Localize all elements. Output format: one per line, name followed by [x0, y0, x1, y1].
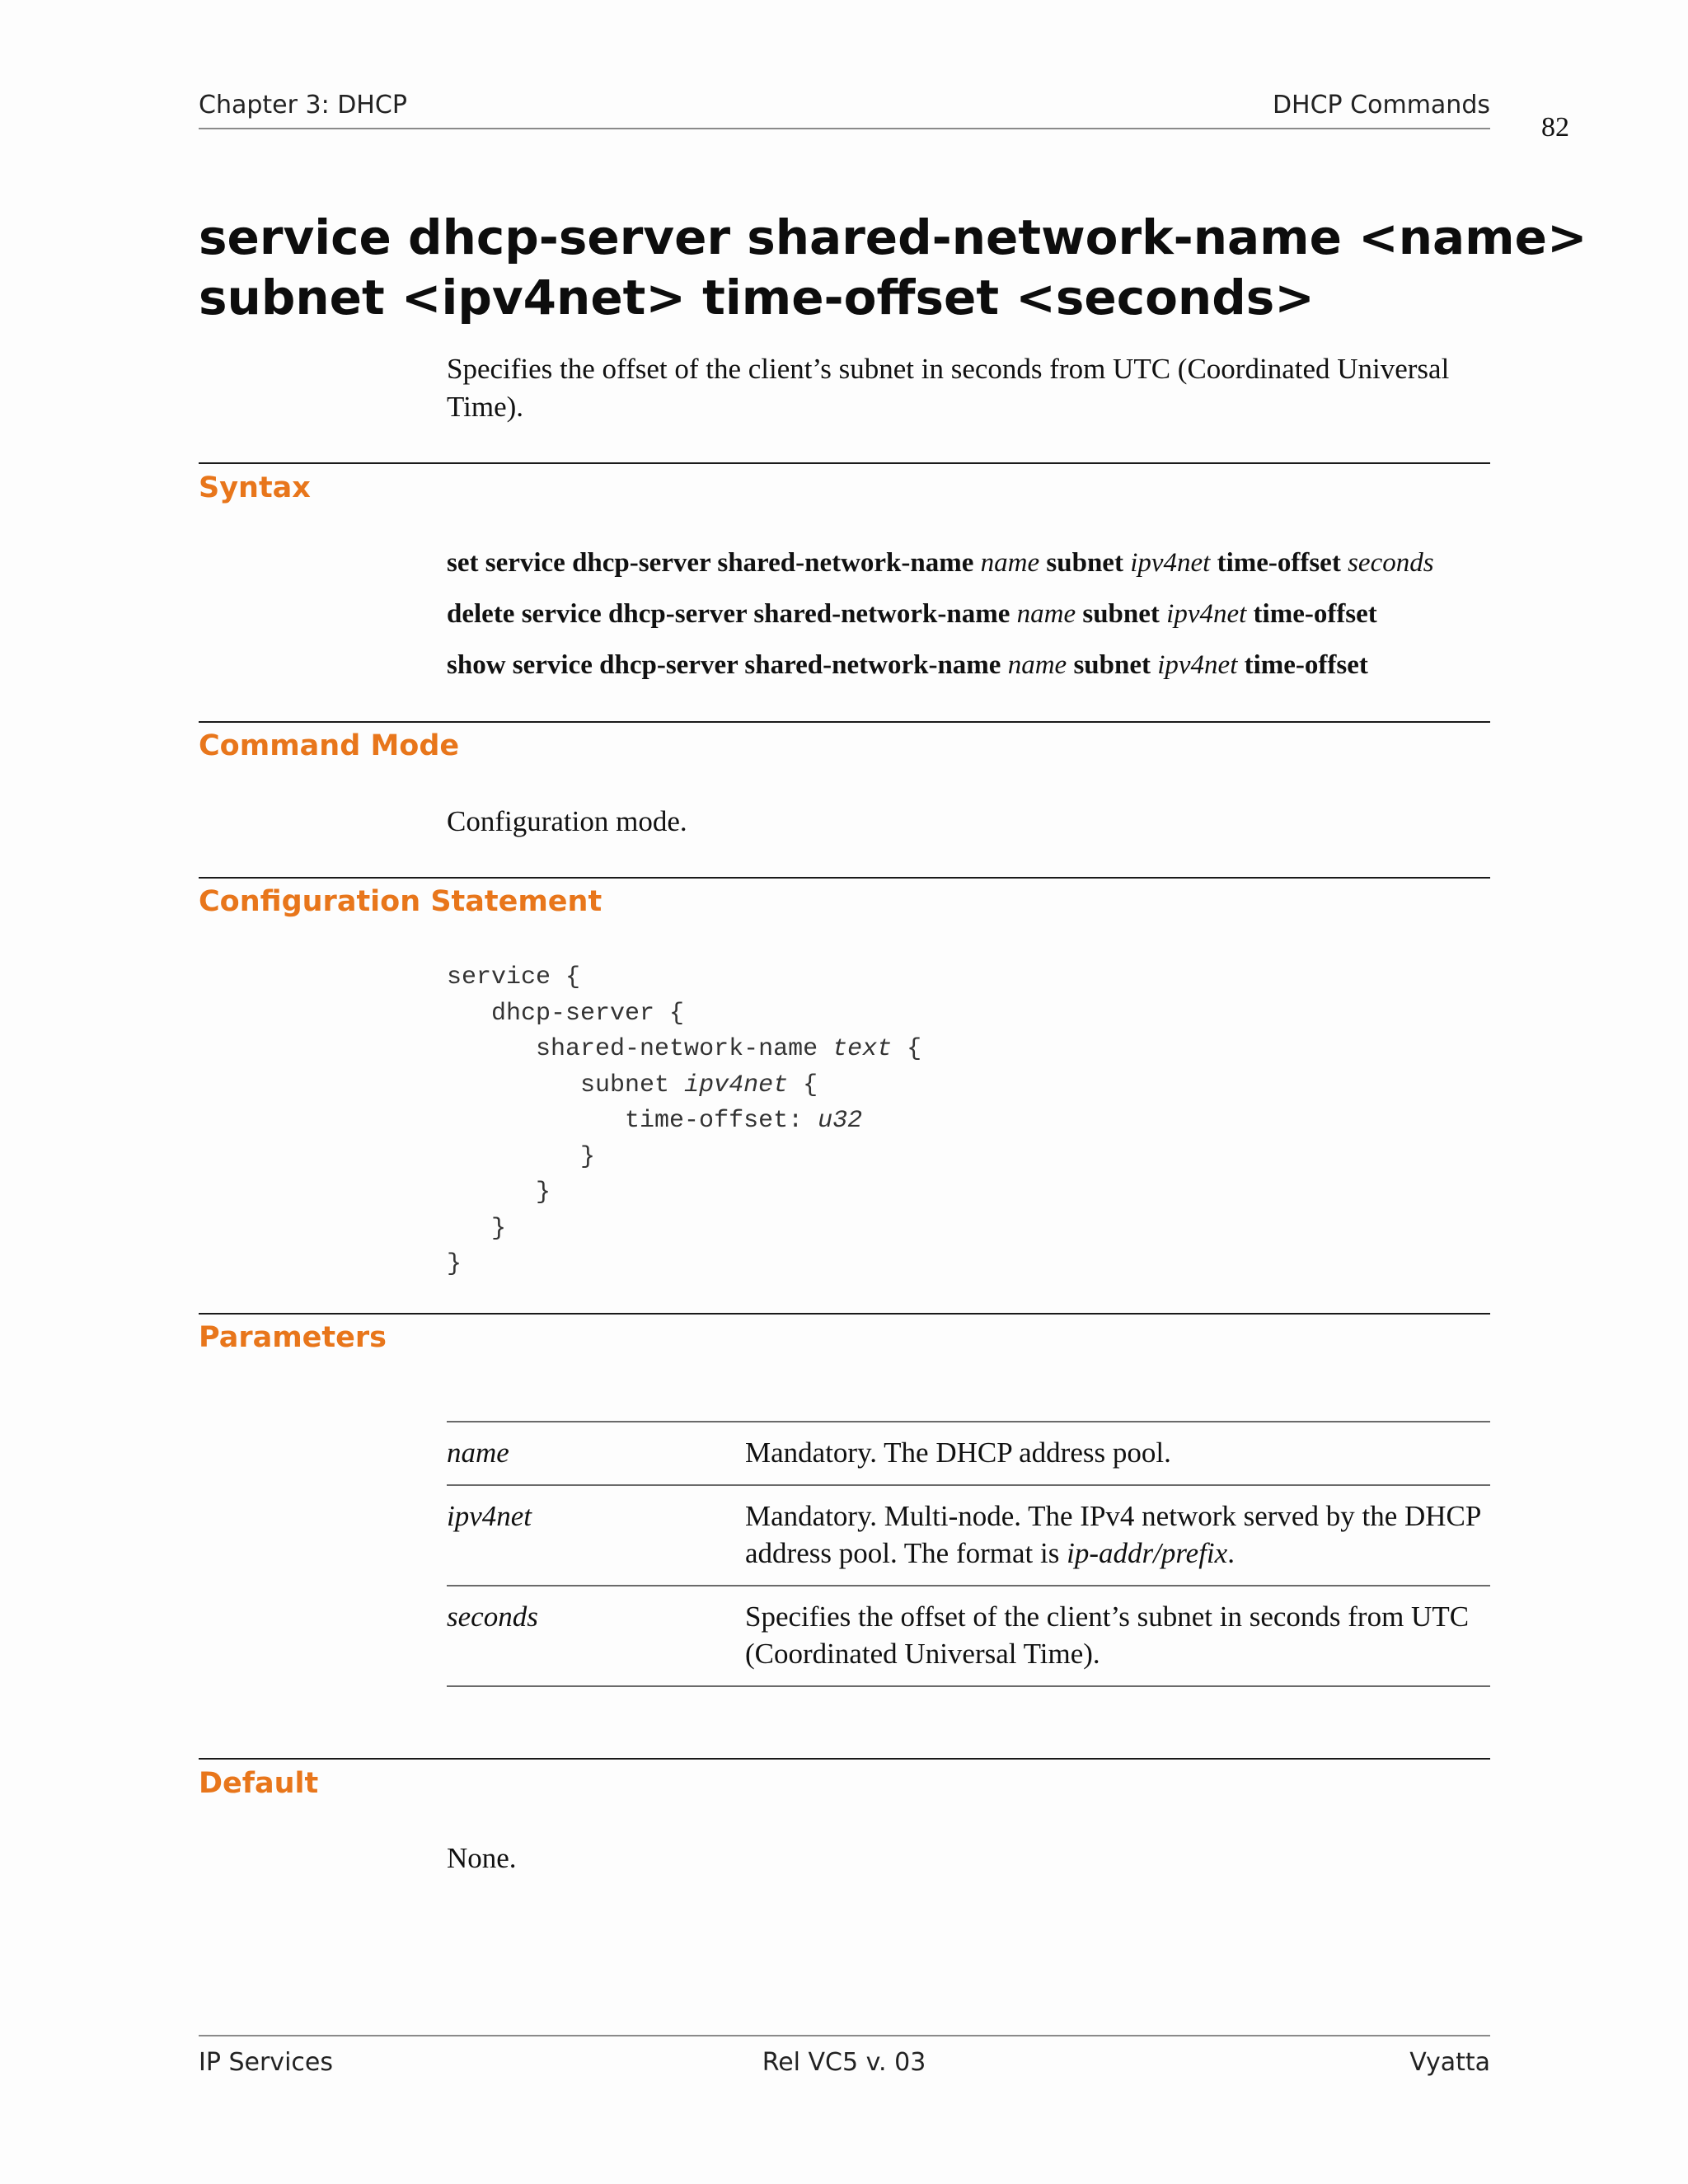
header-rule [199, 128, 1490, 129]
code-close-1: } [447, 1250, 462, 1278]
param-desc: Mandatory. The DHCP address pool. [745, 1422, 1490, 1485]
default-rule [199, 1758, 1490, 1760]
default-heading: Default [199, 1767, 319, 1800]
syntax-show-name: name [1007, 650, 1067, 680]
config-statement-heading: Configuration Statement [199, 885, 603, 918]
header-section: DHCP Commands [1272, 91, 1490, 120]
syntax-rule [199, 462, 1490, 464]
page-title-line-2: subnet <ipv4net> time-offset <seconds> [199, 269, 1315, 326]
config-code-block [447, 960, 921, 1283]
table-row [447, 1586, 1490, 1686]
footer-rule [199, 2035, 1490, 2036]
intro-text: Specifies the offset of the client’s subnet in seconds from UTC (Coordinated Universal Time). [447, 353, 1450, 423]
footer-left: IP Services [199, 2048, 333, 2077]
syntax-set-seconds: seconds [1348, 548, 1434, 578]
config-statement-rule [199, 877, 1490, 879]
syntax-delete-ipv4net: ipv4net [1166, 599, 1247, 629]
footer-right: Vyatta [1409, 2048, 1490, 2077]
syntax-set-name: name [980, 548, 1040, 578]
param-desc: Specifies the offset of the client’s subnet in seconds from UTC (Coordinated Universal Time). [745, 1586, 1490, 1686]
code-close-3: } [536, 1179, 551, 1207]
syntax-show-offset: time-offset [1244, 650, 1368, 680]
table-row [447, 1485, 1490, 1586]
default-text: None. [447, 1842, 517, 1874]
table-row [447, 1422, 1490, 1485]
code-line-3: shared-network-name text { [536, 1035, 922, 1063]
command-mode-text: Configuration mode. [447, 805, 687, 837]
syntax-show-ipv4net: ipv4net [1157, 650, 1238, 680]
code-line-5: time-offset: u32 [625, 1107, 863, 1135]
code-close-2: } [491, 1214, 507, 1243]
syntax-delete-subnet: subnet [1082, 599, 1160, 629]
parameters-heading: Parameters [199, 1321, 387, 1354]
parameters-table [447, 1421, 1490, 1687]
code-line-4: subnet ipv4net { [580, 1071, 818, 1099]
page-number: 82 [1541, 112, 1569, 143]
command-mode-heading: Command Mode [199, 729, 460, 762]
syntax-show-cmd: show service dhcp-server shared-network-name [447, 650, 1001, 680]
header-chapter: Chapter 3: DHCP [199, 91, 407, 120]
code-line-1: service { [447, 963, 581, 991]
command-mode-rule [199, 721, 1490, 723]
param-name: seconds [447, 1586, 745, 1686]
param-name: ipv4net [447, 1485, 745, 1586]
syntax-show-line [447, 650, 1368, 681]
footer-center: Rel VC5 v. 03 [762, 2048, 926, 2077]
syntax-delete-offset: time-offset [1253, 599, 1377, 629]
syntax-show-subnet: subnet [1073, 650, 1151, 680]
param-name: name [447, 1422, 745, 1485]
syntax-heading: Syntax [199, 471, 311, 504]
page-title [199, 208, 1587, 328]
syntax-set-subnet: subnet [1046, 548, 1123, 578]
syntax-set-ipv4net: ipv4net [1130, 548, 1211, 578]
code-close-4: } [580, 1142, 596, 1171]
syntax-set-cmd: set service dhcp-server shared-network-name [447, 548, 974, 578]
syntax-delete-name: name [1016, 599, 1076, 629]
syntax-delete-line [447, 599, 1377, 630]
param-desc: Mandatory. Multi-node. The IPv4 network served by the DHCP address pool. The format is ip-addr/prefix. [745, 1485, 1490, 1586]
syntax-set-offset: time-offset [1217, 548, 1341, 578]
page-title-line-1: service dhcp-server shared-network-name <name> [199, 209, 1587, 265]
parameters-rule [199, 1313, 1490, 1315]
syntax-set-line [447, 548, 1434, 579]
syntax-delete-cmd: delete service dhcp-server shared-network-name [447, 599, 1010, 629]
code-line-2: dhcp-server { [491, 999, 685, 1028]
